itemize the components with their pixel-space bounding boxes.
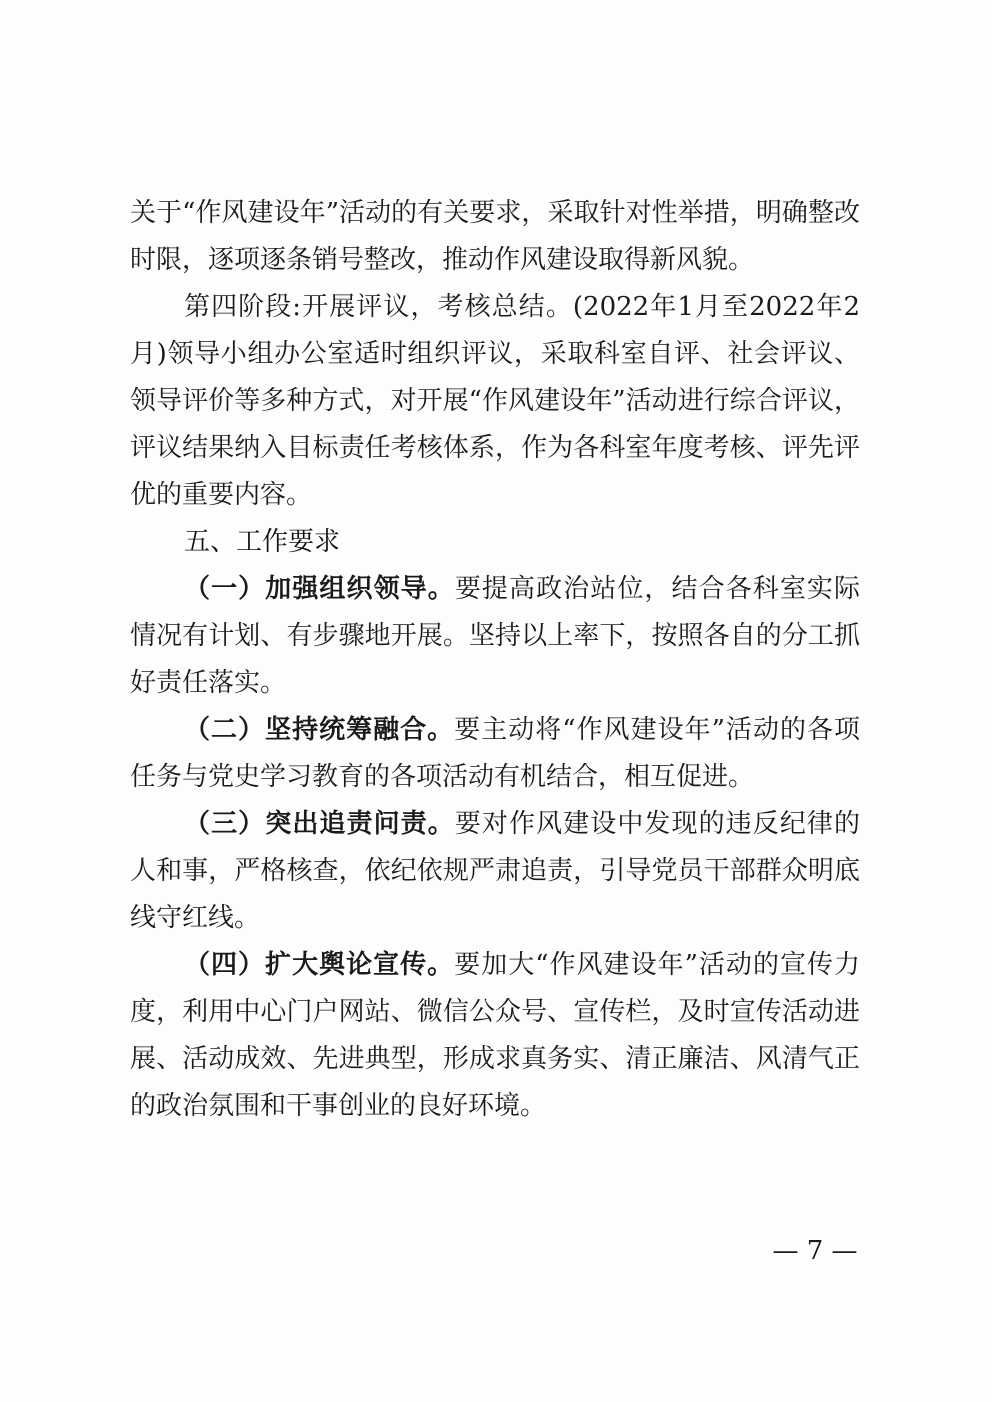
requirement-text-2: 要主动将“作风建设年”活动的各项任务与党史学习教育的各项活动有机结合，相互促进。 [130, 715, 860, 792]
requirement-item-2 [130, 707, 860, 801]
requirement-text-4: 要加大“作风建设年”活动的宣传力度，利用中心门户网站、微信公众号、宣传栏，及时宣传活动进展、活动成效、先进典型，形成求真务实、清正廉洁、风清气正的政治氛围和干事创业的良好环境。 [130, 950, 860, 1121]
requirement-lead-3: （三）突出追责问责。 [184, 809, 455, 839]
paragraph-stage-four: 第四阶段:开展评议，考核总结。(2022年1月至2022年2月)领导小组办公室适时组织评议，采取科室自评、社会评议、领导评价等多种方式，对开展“作风建设年”活动进行综合评议，评议结果纳入目标责任考核体系，作为各科室年度考核、评先评优的重要内容。 [130, 292, 860, 510]
section-heading-work-requirements: 五、工作要求 [184, 527, 341, 557]
page-number: — 7 — [772, 1236, 858, 1266]
requirement-item-3 [130, 801, 860, 942]
requirement-lead-2: （二）坚持统筹融合。 [184, 715, 455, 745]
requirement-lead-1: （一）加强组织领导。 [184, 574, 455, 604]
requirement-text-1: 要提高政治站位，结合各科室实际情况有计划、有步骤地开展。坚持以上率下，按照各自的分工抓好责任落实。 [130, 574, 860, 698]
document-body [130, 190, 860, 1130]
requirement-item-4 [130, 942, 860, 1130]
paragraph-continuation: 关于“作风建设年”活动的有关要求，采取针对性举措，明确整改时限，逐项逐条销号整改，推动作风建设取得新风貌。 [130, 198, 860, 275]
requirement-lead-4: （四）扩大舆论宣传。 [184, 950, 455, 980]
requirement-item-1 [130, 566, 860, 707]
requirement-text-3: 要对作风建设中发现的违反纪律的人和事，严格核查，依纪依规严肃追责，引导党员干部群众明底线守红线。 [130, 809, 860, 933]
